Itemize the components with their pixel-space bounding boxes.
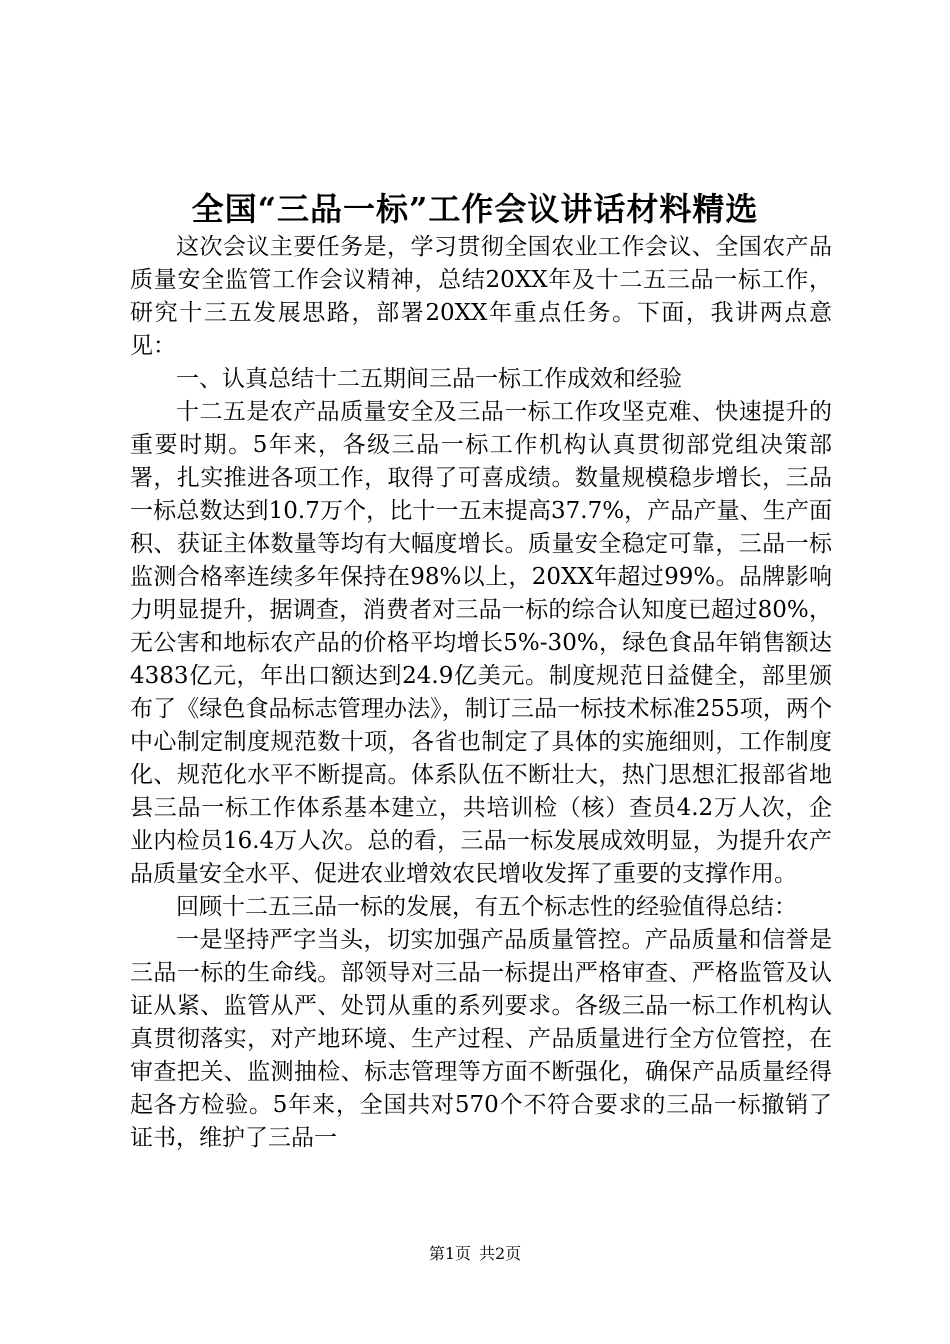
paragraph-experience-1: 一是坚持严字当头，切实加强产品质量管控。产品质量和信誉是三品一标的生命线。部领导对三品一标提出严格审查、严格监管及认证从紧、监管从严、处罚从重的系列要求。各级三品一标工作机构认真贯彻落实，对产地环境、生产过程、产品质量进行全方位管控，在审查把关、监测抽检、标志管理等方面不断强化，确保产品质量经得起各方检验。5年来，全国共对570个不符合要求的三品一标撤销了证书，维护了三品一 <box>130 927 832 1151</box>
paragraph-review: 回顾十二五三品一标的发展，有五个标志性的经验值得总结： <box>176 894 797 920</box>
page-footer <box>0 1243 950 1265</box>
page-total: 共2页 <box>479 1244 522 1263</box>
section-heading-1: 一、认真总结十二五期间三品一标工作成效和经验 <box>176 366 682 392</box>
paragraph-achievements: 十二五是农产品质量安全及三品一标工作攻坚克难、快速提升的重要时期。5年来，各级三品一标工作机构认真贯彻部党组决策部署，扎实推进各项工作，取得了可喜成绩。数量规模稳步增长，三品一标总数达到10.7万个，比十一五末提高37.7%，产品产量、生产面积、获证主体数量等均有大幅度增长。质量安全稳定可靠，三品一标监测合格率连续多年保持在98%以上，20XX年超过99%。品牌影响力明显提升，据调查，消费者对三品一标的综合认知度已超过80%，无公害和地标农产品的价格平均增长5%-30%，绿色食品年销售额达4383亿元，年出口额达到24.9亿美元。制度规范日益健全，部里颁布了《绿色食品标志管理办法》，制订三品一标技术标准255项，两个中心制定制度规范数十项，各省也制定了具体的实施细则，工作制度化、规范化水平不断提高。体系队伍不断壮大，热门思想汇报部省地县三品一标工作体系基本建立，共培训检（核）查员4.2万人次，企业内检员16.4万人次。总的看，三品一标发展成效明显，为提升农产品质量安全水平、促进农业增效农民增收发挥了重要的支撑作用。 <box>130 399 832 887</box>
document-title: 全国“三品一标”工作会议讲话材料精选 <box>191 190 759 228</box>
document-body <box>130 231 832 1155</box>
paragraph-intro: 这次会议主要任务是，学习贯彻全国农业工作会议、全国农产品质量安全监管工作会议精神，总结20XX年及十二五三品一标工作，研究十三五发展思路，部署20XX年重点任务。下面，我讲两点意见： <box>130 234 832 359</box>
page-number: 第1页 <box>428 1244 471 1263</box>
